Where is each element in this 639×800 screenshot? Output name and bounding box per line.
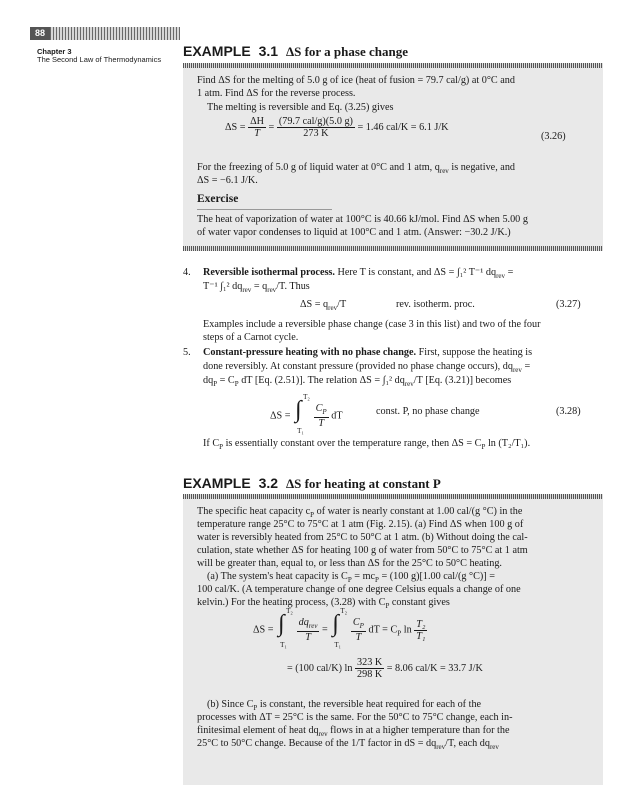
example-text-line: water is reversibly heated from 25°C to 50°C at 1 atm. (b) Without doing the cal- <box>197 532 528 543</box>
eq-den: T <box>254 128 260 139</box>
list-item-5-line: done reversibly. At constant pressure (provided no phase change occurs), $dq_{rev}$ = <box>203 361 531 375</box>
equation-number: (3.26) <box>541 131 566 142</box>
exercise-text-line: of water vapor condenses to liquid at 100°C and 1 atm. (Answer: −30.2 J/K.) <box>197 227 511 238</box>
eq-den: 273 K <box>303 128 329 139</box>
eq-dt: dT <box>331 410 343 422</box>
list-item-4-line: steps of a Carnot cycle. <box>203 332 299 343</box>
list-item-5-line: $dq_P = C_P$ dT [Eq. (2.51)]. The relation ΔS = ∫₁² $dq_{rev}/T$ [Eq. (3.21)] becomes <box>203 375 512 389</box>
equation-heating: ΔS = ∫ T₂ T₁ $\frac{dq_{rev}}{T}$ = ∫ T₂ T₁ $\frac{C_P}{T}$ dT = $C_P$ ln $\frac{\text{T₂}}{\text{T₁}}$ <box>253 607 426 649</box>
example-3-2-box <box>183 499 603 785</box>
example-text-line: Find ΔS for the melting of 5.0 g of ice (heat of fusion = 79.7 cal/g) at 0°C and <box>197 75 515 86</box>
exercise-text-line: The heat of vaporization of water at 100°C is 40.66 kJ/mol. Find ΔS when 5.00 g <box>197 214 528 225</box>
equation-3-26 <box>225 116 449 139</box>
example-number: 3.2 <box>258 475 279 491</box>
eq-sign: = <box>268 121 275 133</box>
example-3-2-heading <box>183 475 441 492</box>
list-number: 5. <box>183 347 191 358</box>
equation-result: = (100 cal/K) ln $\frac{323 K}{298 K}$ = 8.06 cal/K = 33.7 J/K <box>287 657 483 680</box>
list-item-4-line: Reversible isothermal process. Here T is constant, and ΔS = ∫₁² T⁻¹ $dq_{rev}$ = <box>203 267 514 281</box>
example-text-line: 25°C to 50°C change. Because of the 1/T factor in dS = $dq_{rev}/T$, each $dq_{rev}$ <box>197 738 499 752</box>
box-bottom-rule <box>183 246 603 251</box>
example-text-line: 100 cal/K. (A temperature change of one degree Celsius equals a change of one <box>197 584 521 595</box>
example-title: ΔS for heating at constant P <box>285 476 441 491</box>
example-number: 3.1 <box>258 43 279 59</box>
header-bar <box>50 27 180 40</box>
example-3-1-box <box>183 68 603 246</box>
example-label: EXAMPLE <box>183 43 251 59</box>
equation-number: (3.27) <box>556 299 581 310</box>
example-text-line: The specific heat capacity $c_P$ of water is nearly constant at 1.00 cal/(g °C) in the <box>197 506 523 520</box>
integral-lower: T₁ <box>297 427 304 435</box>
integral-sign: ∫ <box>295 397 302 423</box>
example-text-line: (b) Since $C_P$ is constant, the reversible heat required for each of the <box>207 699 482 713</box>
example-text-line: temperature range 25°C to 75°C at 1 atm (Fig. 2.15). (a) Find ΔS when 100 g of <box>197 519 524 530</box>
chapter-title: The Second Law of Thermodynamics <box>37 55 162 64</box>
chapter-label: Chapter 3 <box>37 47 72 56</box>
eq-den: T <box>318 417 324 429</box>
example-text-line: processes with ΔT = 25°C is the same. For the 50°C to 75°C change, each in- <box>197 712 513 723</box>
example-text-line: (a) The system's heat capacity is $C_P = mc_P = (100$ g)[1.00 cal/(g °C)] = <box>207 571 495 585</box>
exercise-heading: Exercise <box>197 193 239 205</box>
example-text-line: For the freezing of 5.0 g of liquid water at 0°C and 1 atm, $q_{rev}$ is negative, and <box>197 162 516 176</box>
example-text-line: finitesimal element of heat $dq_{rev}$ flows in at a higher temperature than for the <box>197 725 510 739</box>
example-text-line: kelvin.) For the heating process, (3.28) with $C_P$ constant gives <box>197 597 450 611</box>
eq-lhs: ΔS = <box>270 410 291 422</box>
equation-3-27: $\Delta S = q_{rev}/T$ <box>300 299 347 313</box>
eq-num: ΔH <box>250 116 264 127</box>
equation-3-28: ΔS = ∫ T₂ T₁ $\frac{C_P}{T}$ dT <box>270 393 343 435</box>
eq-rhs: = 1.46 cal/K = 6.1 J/K <box>357 121 449 133</box>
list-number: 4. <box>183 267 191 278</box>
example-text-line: culation, state whether ΔS for heating 100 g of water from 50°C to 75°C at 1 atm <box>197 545 528 556</box>
list-item-4 <box>183 266 191 279</box>
exercise-rule <box>197 209 332 210</box>
example-title: ΔS for a phase change <box>285 44 408 59</box>
list-item-4-line: T⁻¹ ∫₁² $dq_{rev} = q_{rev}/T$. Thus <box>203 281 310 295</box>
example-label: EXAMPLE <box>183 475 251 491</box>
example-text-line: will be greater than, equal to, or less than ΔS for the 25°C to 50°C heating. <box>197 558 502 569</box>
list-item-5-line: Constant-pressure heating with no phase change. First, suppose the heating is <box>203 347 533 358</box>
list-item-5-line: If $C_P$ is essentially constant over the temperature range, then $\Delta S = C_P$ ln (T₂/T₁). <box>203 438 531 452</box>
eq-lhs: ΔS = <box>225 121 246 133</box>
equation-condition: rev. isotherm. proc. <box>396 299 475 310</box>
equation-condition: const. P, no phase change <box>376 406 480 417</box>
equation-number: (3.28) <box>556 406 581 417</box>
example-text-line: The melting is reversible and Eq. (3.25) gives <box>207 102 394 113</box>
list-item-4-line: Examples include a reversible phase change (case 3 in this list) and two of the four <box>203 319 541 330</box>
page-number: 88 <box>34 28 45 38</box>
example-text-line: 1 atm. Find ΔS for the reverse process. <box>197 88 356 99</box>
eq-num: (79.7 cal/g)(5.0 g) <box>278 116 353 127</box>
example-3-1-heading <box>183 43 408 60</box>
example-text-line: ΔS = −6.1 J/K. <box>197 175 258 186</box>
integral-upper: T₂ <box>303 393 310 401</box>
